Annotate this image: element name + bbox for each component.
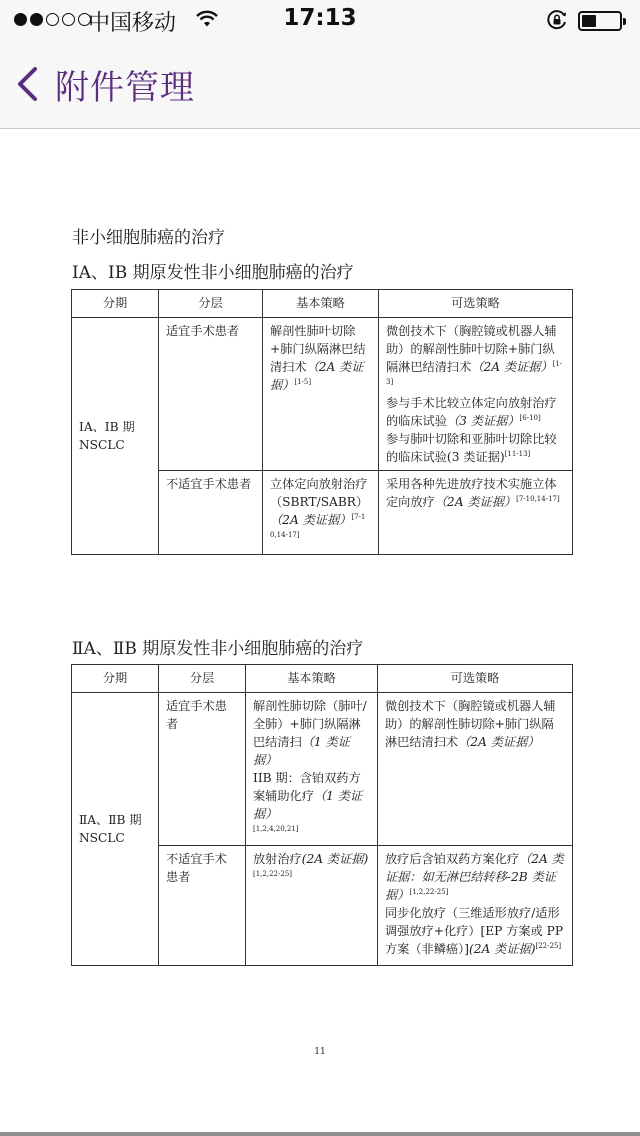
reference-marker: [11-13]: [504, 449, 531, 458]
header-basic-strategy: 基本策略: [246, 665, 378, 693]
treatment-table-stage-1: [71, 289, 573, 555]
battery-icon: [578, 11, 622, 31]
optional-strategy-cell: [379, 471, 573, 555]
layer-cell: [159, 846, 246, 966]
page-number: 11: [314, 1047, 326, 1057]
header-basic-strategy: 基本策略: [263, 290, 379, 318]
evidence-level: （1 类证据）: [253, 735, 350, 767]
evidence-level: （2A 类证据：如无淋巴结转移-2B 类证据）: [385, 852, 564, 902]
evidence-level: （2A 类证据）: [458, 735, 540, 749]
layer-label: 不适宜手术患者: [166, 477, 252, 491]
header-stage: 分期: [72, 665, 159, 693]
evidence-level: (2A 类证据): [468, 942, 536, 956]
navigation-bar: [0, 40, 640, 128]
stage-sub-label: NSCLC: [79, 831, 125, 845]
header-stage: 分期: [72, 290, 159, 318]
evidence-level: （2A 类证据）: [270, 360, 364, 392]
basic-strategy-text: 解剖性肺叶切除+肺门纵隔淋巴结清扫术: [270, 324, 366, 374]
basic-strategy-text: 解剖性肺切除（肺叶/全肺）+肺门纵隔淋巴结清扫: [253, 699, 367, 749]
reference-marker: [6-10]: [519, 413, 541, 422]
layer-label: 适宜手术患者: [166, 699, 227, 731]
reference-marker: [7-10,14-17]: [516, 494, 560, 503]
optional-strategy-cell: [378, 693, 573, 846]
layer-cell: [159, 693, 246, 846]
reference-marker: [1-3]: [386, 359, 563, 386]
layer-label: 不适宜手术患者: [166, 852, 227, 884]
bottom-edge-bar: [0, 1132, 640, 1136]
status-time: 17:13: [283, 5, 357, 31]
section-title-stage-1: ⅠA、ⅠB 期原发性非小细胞肺癌的治疗: [72, 263, 354, 283]
back-chevron-icon[interactable]: [14, 66, 42, 106]
stage-label: ⅡA、ⅡB 期: [79, 813, 142, 827]
evidence-level: （2A 类证据）: [270, 513, 352, 527]
reference-marker: [1,2,22-25]: [409, 887, 449, 896]
reference-marker: [1,2,4,20,21]: [253, 824, 299, 833]
status-bar: [0, 0, 640, 40]
optional-strategy-text: 参与手术比较立体定向放射治疗的临床试验: [386, 396, 557, 428]
optional-strategy-text: 放疗后含铂双药方案化疗: [385, 852, 520, 866]
basic-strategy-cell: [263, 318, 379, 471]
basic-strategy-text: 立体定向放射治疗（SBRT/SABR）: [270, 477, 369, 509]
section-title-stage-2: ⅡA、ⅡB 期原发性非小细胞肺癌的治疗: [72, 639, 364, 659]
basic-strategy-text: IIB 期：含铂双药方案辅助化疗: [253, 771, 361, 803]
stage-sub-label: NSCLC: [79, 438, 125, 452]
basic-strategy-cell: [246, 693, 378, 846]
reference-marker: [1,2,22-25]: [253, 869, 292, 878]
evidence-level: （1 类证据）: [253, 789, 363, 821]
rotation-lock-icon: [546, 9, 568, 35]
reference-marker: [7-10,14-17]: [270, 512, 366, 539]
evidence-level: （2A 类证据）: [471, 360, 553, 374]
layer-label: 适宜手术患者: [166, 324, 240, 338]
document-title: 非小细胞肺癌的治疗: [72, 228, 225, 248]
header-optional-strategy: 可选策略: [378, 665, 573, 693]
evidence-level: （2A 类证据）: [434, 495, 517, 509]
evidence-level: （3 类证据）: [446, 414, 520, 428]
stage-label: ⅠA、ⅠB 期: [79, 420, 135, 434]
reference-marker: [1-5]: [294, 377, 312, 386]
optional-strategy-text: 采用各种先进放疗技术实施立体定向放疗: [386, 477, 557, 509]
layer-cell: [159, 318, 263, 471]
reference-marker: [22-25]: [535, 941, 562, 950]
stage-cell: [72, 693, 159, 966]
optional-strategy-cell: [379, 318, 573, 471]
header-layer: 分层: [159, 290, 263, 318]
header-layer: 分层: [159, 665, 246, 693]
basic-strategy-cell: [263, 471, 379, 555]
optional-strategy-text: 同步化放疗（三维适形放疗/适形调强放疗+化疗）[EP 方案或 PP 方案（非鳞癌）]: [385, 906, 564, 956]
optional-strategy-cell: [378, 846, 573, 966]
document-page[interactable]: [0, 129, 640, 1132]
layer-cell: [159, 471, 263, 555]
basic-strategy-text: 放射治疗: [253, 852, 302, 866]
optional-strategy-text: 参与肺叶切除和亚肺叶切除比较的临床试验(3 类证据): [386, 432, 557, 464]
header-optional-strategy: 可选策略: [379, 290, 573, 318]
evidence-level: (2A 类证据): [301, 852, 369, 866]
stage-cell: [72, 318, 159, 555]
optional-strategy-text: 微创技术下（胸腔镜或机器人辅助）的解剖性肺切除+肺门纵隔淋巴结清扫术: [385, 699, 556, 749]
basic-strategy-cell: [246, 846, 378, 966]
carrier-name: 中国移动: [88, 11, 177, 36]
top-bar: [0, 0, 640, 129]
optional-strategy-text: 微创技术下（胸腔镜或机器人辅助）的解剖性肺叶切除+肺门纵隔淋巴结清扫术: [386, 324, 557, 374]
treatment-table-stage-2: [71, 664, 573, 966]
nav-title: 附件管理: [55, 68, 195, 108]
